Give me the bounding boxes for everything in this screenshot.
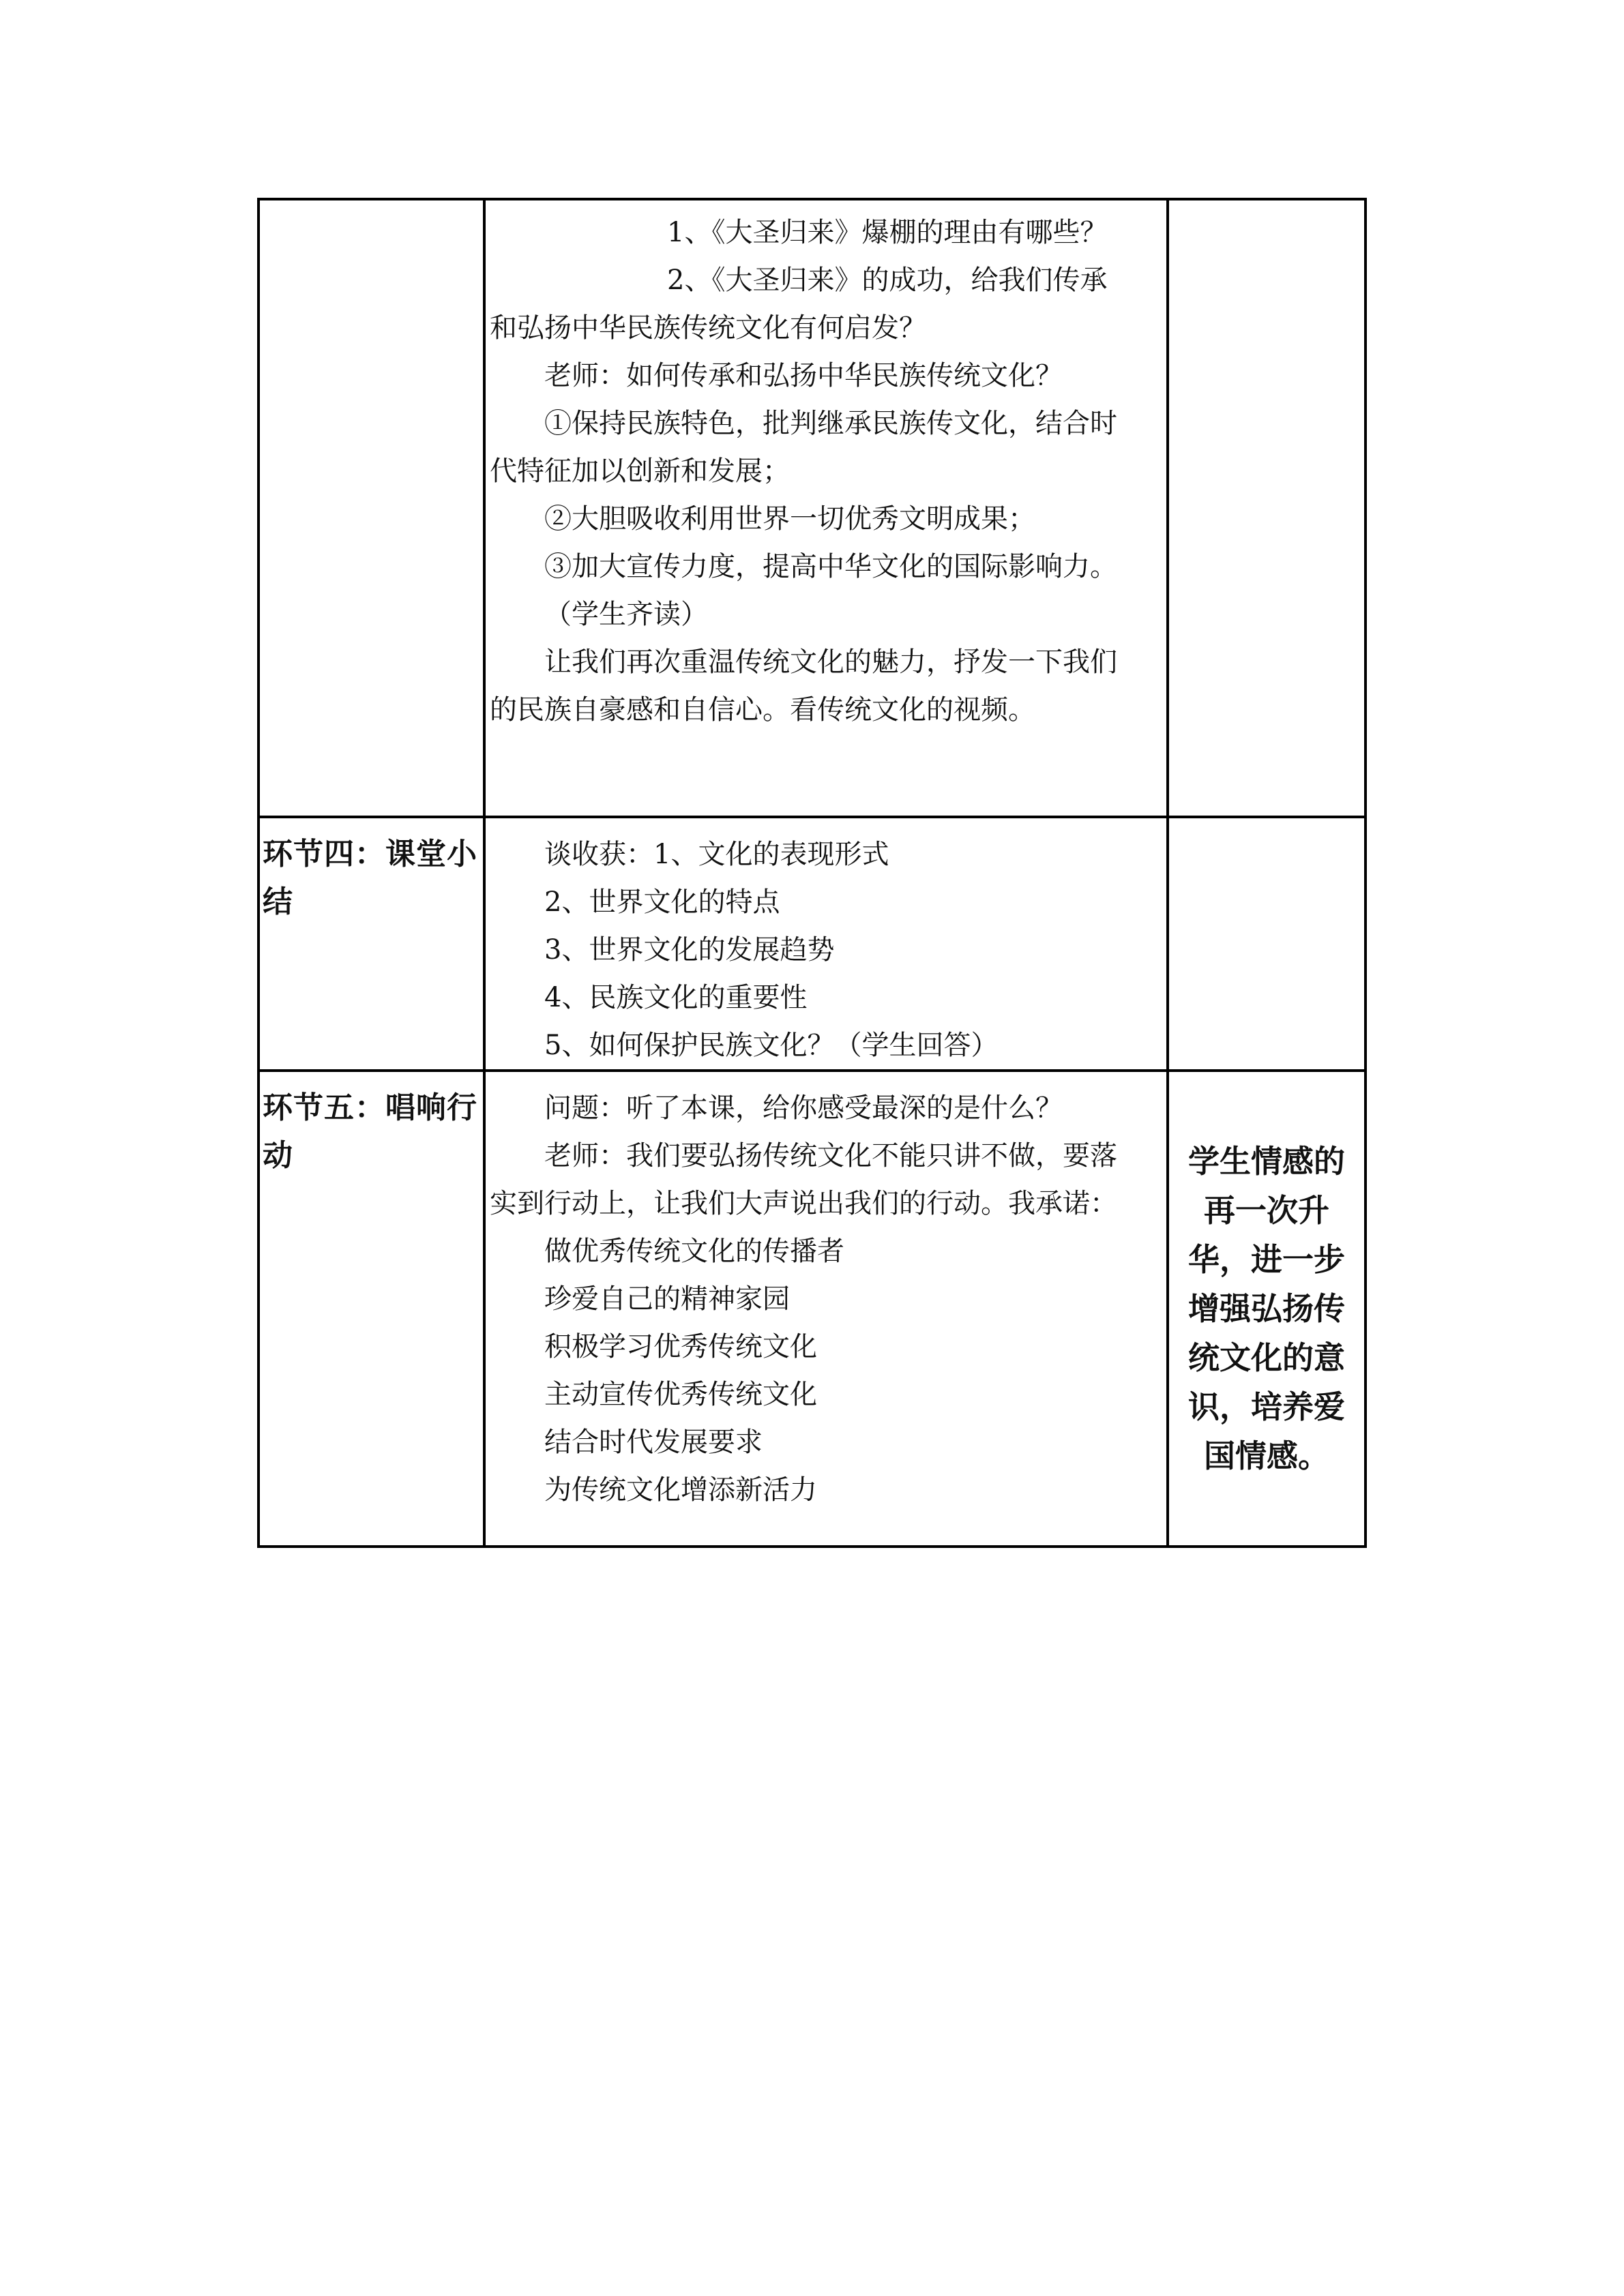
- content-line: ②大胆吸收利用世界一切优秀文明成果；: [544, 503, 1035, 535]
- table-row: [259, 817, 1365, 1071]
- content-line: （学生齐读）: [544, 599, 708, 630]
- content-line: 实到行动上，让我们大声说出我们的行动。我承诺：: [490, 1188, 1117, 1219]
- table-row: [259, 1071, 1365, 1547]
- stage-cell: 环节五：唱响行动: [259, 1071, 484, 1547]
- stage-cell: 环节四：课堂小结: [259, 817, 484, 1071]
- content-line: 和弘扬中华民族传统文化有何启发？: [490, 312, 926, 344]
- content-line: 代特征加以创新和发展；: [490, 456, 790, 487]
- stage-cell: [259, 199, 484, 817]
- content-line: 主动宣传优秀传统文化: [544, 1379, 817, 1410]
- content-line: 问题：听了本课，给你感受最深的是什么？: [544, 1092, 1063, 1124]
- content-line: ①保持民族特色，批判继承民族传文化，结合时: [544, 408, 1117, 439]
- content-line: 结合时代发展要求: [544, 1427, 763, 1458]
- note-cell: [1168, 199, 1365, 817]
- content-cell: [484, 1071, 1168, 1547]
- content-line: ③加大宣传力度，提高中华文化的国际影响力。: [544, 551, 1117, 582]
- content-line: 3、世界文化的发展趋势: [544, 934, 835, 966]
- content-line: 老师：我们要弘扬传统文化不能只讲不做，要落: [544, 1140, 1117, 1172]
- content-line: 2、《大圣归来》的成功，给我们传承: [667, 265, 1108, 296]
- note-cell: 学生情感的再一次升华，进一步增强弘扬传统文化的意识，培养爱国情感。: [1168, 1071, 1365, 1547]
- lesson-plan-table: [257, 198, 1367, 1548]
- content-line: 的民族自豪感和自信心。看传统文化的视频。: [490, 694, 1035, 726]
- content-line: 4、民族文化的重要性: [544, 982, 808, 1013]
- content-line: 老师：如何传承和弘扬中华民族传统文化？: [544, 360, 1063, 391]
- content-line: 2、世界文化的特点: [544, 886, 780, 918]
- table-row: [259, 199, 1365, 817]
- content-line: 让我们再次重温传统文化的魅力，抒发一下我们: [544, 646, 1117, 678]
- note-cell: [1168, 817, 1365, 1071]
- content-line: 珍爱自己的精神家园: [544, 1283, 790, 1315]
- content-cell: [484, 817, 1168, 1071]
- content-line: 做优秀传统文化的传播者: [544, 1236, 844, 1267]
- content-line: 5、如何保护民族文化？（学生回答）: [544, 1030, 999, 1061]
- content-line: 1、《大圣归来》爆棚的理由有哪些？: [667, 217, 1108, 248]
- content-line: 积极学习优秀传统文化: [544, 1331, 817, 1362]
- content-line: 为传统文化增添新活力: [544, 1474, 817, 1506]
- content-line: 谈收获：1、文化的表现形式: [544, 839, 889, 870]
- content-cell: [484, 199, 1168, 817]
